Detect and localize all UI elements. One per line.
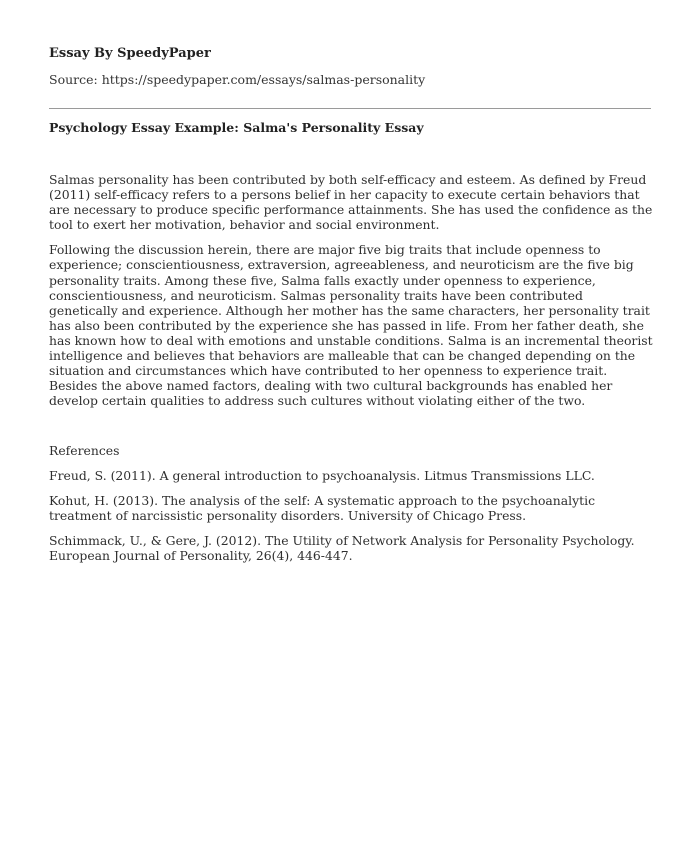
brand-title: Essay By SpeedyPaper: [49, 46, 211, 61]
reference-entry: Freud, S. (2011). A general introduction to psychoanalysis. Litmus Transmissions LLC.: [49, 468, 595, 484]
essay-paragraph: Following the discussion herein, there are major five big traits that include openness to experience; conscientiousness, extraversion, agreeableness, and neuroticism are the five big personality traits. Among these five, Salma falls exactly under openness to experience, conscientiousness, and neuroticism. Salmas personality traits have been contributed genetically and experience. Although her mother has the same characters, her personality trait has also been contributed by the experience she has passed in life. From her father death, she has known how to deal with emotions and unstable conditions. Salma is an incremental theorist intelligence and believes that behaviors are malleable that can be changed depending on the situation and circumstances which have contributed to her openness to experience trait. Besides the above named factors, dealing with two cultural backgrounds has enabled her develop certain qualities to address such cultures without violating either of the two.: [49, 242, 653, 409]
reference-entry: Kohut, H. (2013). The analysis of the self: A systematic approach to the psychoanalytic treatment of narcissistic personality disorders. University of Chicago Press.: [49, 493, 596, 524]
header-divider: [49, 108, 651, 109]
references-heading: References: [49, 443, 120, 458]
source-line: Source: https://speedypaper.com/essays/salmas-personality: [49, 72, 426, 87]
essay-paragraph: Salmas personality has been contributed by both self-efficacy and esteem. As defined by Freud (2011) self-efficacy refers to a persons belief in her capacity to execute certain behaviors that are necessary to produce specific performance attainments. She has used the confidence as the tool to exert her motivation, behavior and social environment.: [49, 172, 653, 233]
essay-body: [49, 172, 654, 418]
reference-entry: Schimmack, U., & Gere, J. (2012). The Utility of Network Analysis for Personality Psychology. European Journal of Personality, 26(4), 446-447.: [49, 533, 635, 564]
essay-title: Psychology Essay Example: Salma's Personality Essay: [49, 120, 424, 135]
references-section: [49, 443, 654, 574]
